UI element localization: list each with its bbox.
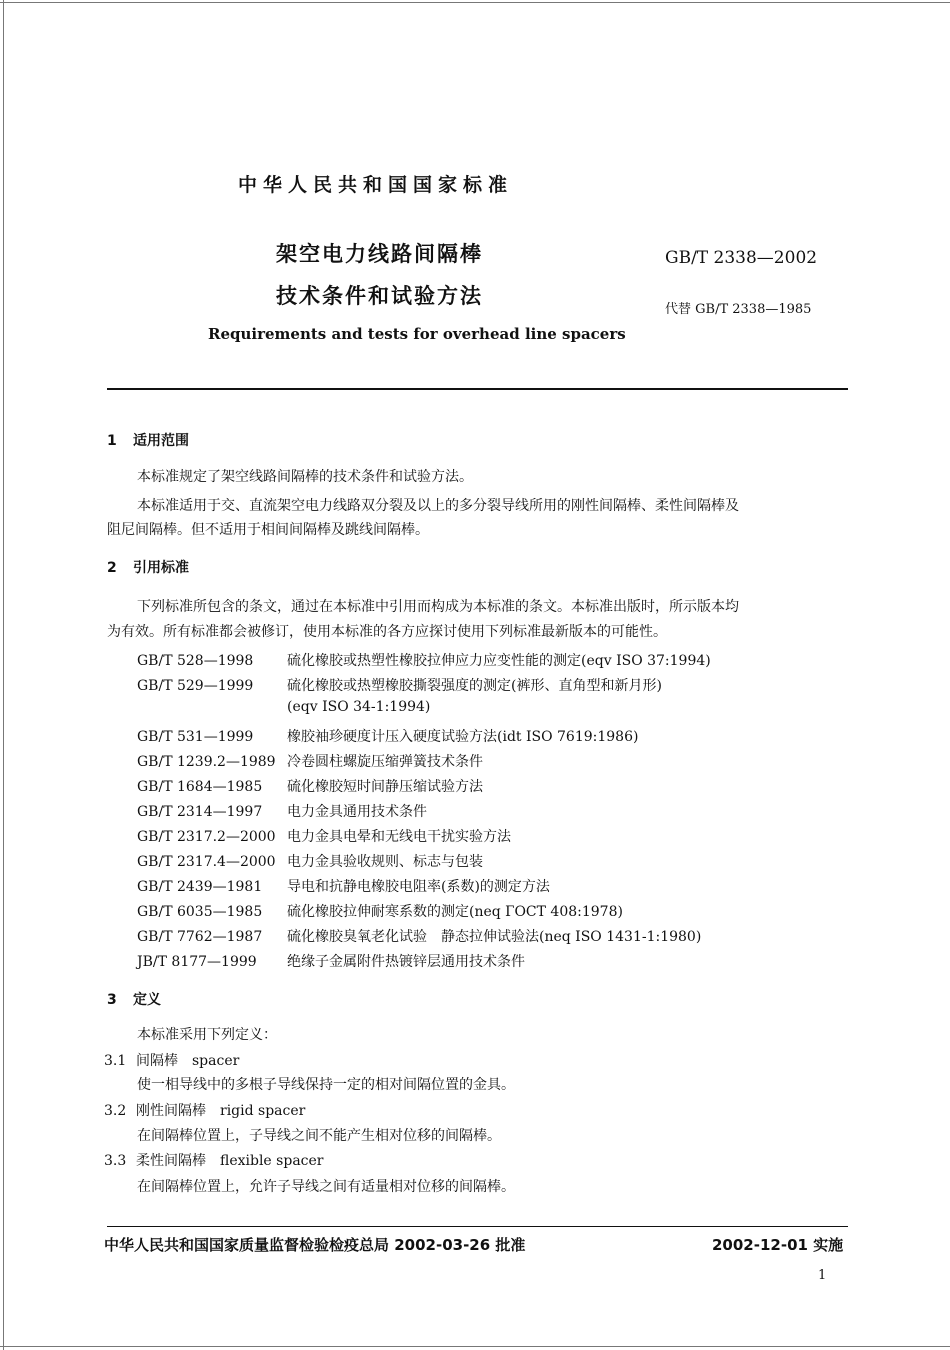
reference-code: GB/T 1684—1985 [137,779,263,795]
definition-number: 3.3 [104,1153,127,1169]
definition-text: 使一相导线中的多根子导线保持一定的相对间隔位置的金具。 [137,1077,515,1093]
chinese-title-line-2: 技术条件和试验方法 [276,284,483,308]
definition-term: 间隔棒 [136,1053,178,1069]
english-title: Requirements and tests for overhead line spacers [208,325,626,343]
reference-item [137,751,483,771]
scan-edge-bottom [0,1346,950,1347]
reference-title: 硫化橡胶拉伸耐寒系数的测定(neq ГОСТ 408:1978) [287,904,623,920]
section-2-intro-line-2: 为有效。所有标准都会被修订，使用本标准的各方应探讨使用下列标准最新版本的可能性。 [107,624,667,640]
reference-item [137,650,711,670]
section-title: 引用标准 [133,560,189,576]
chinese-title-line-1: 架空电力线路间隔棒 [276,242,483,266]
reference-title: 硫化橡胶臭氧老化试验 静态拉伸试验法(neq ISO 1431-1:1980) [287,929,702,945]
reference-item [137,901,623,921]
reference-code: GB/T 2317.4—2000 [137,854,276,870]
definition-heading [104,1050,239,1070]
reference-item [137,699,430,715]
section-title: 定义 [133,992,161,1008]
section-2-heading [107,557,189,577]
reference-code: GB/T 2317.2—2000 [137,829,276,845]
reference-item [137,675,662,695]
section-2-intro-line-1: 下列标准所包含的条文，通过在本标准中引用而构成为本标准的条文。本标准出版时，所示版本均 [137,599,739,615]
section-title: 适用范围 [133,433,189,449]
reference-title: 硫化橡胶或热塑性橡胶拉伸应力应变性能的测定(eqv ISO 37:1994) [287,653,711,669]
reference-item [137,926,701,946]
definition-term-english: spacer [192,1053,240,1069]
reference-item [137,801,427,821]
reference-title: 导电和抗静电橡胶电阻率(系数)的测定方法 [287,879,550,895]
section-number: 1 [107,433,117,449]
definition-heading [104,1150,323,1170]
reference-title: (eqv ISO 34-1:1994) [287,699,431,715]
section-number: 2 [107,560,117,576]
reference-title: 电力金具通用技术条件 [287,804,427,820]
scan-edge-top [0,2,950,3]
reference-code: GB/T 6035—1985 [137,904,263,920]
reference-item [137,951,525,971]
reference-code: GB/T 2439—1981 [137,879,263,895]
standard-number: GB/T 2338—2002 [665,248,818,268]
reference-code: GB/T 2314—1997 [137,804,263,820]
section-1-paragraph-1: 本标准规定了架空线路间隔棒的技术条件和试验方法。 [137,469,473,485]
national-standard-heading: 中华人民共和国国家标准 [238,174,514,196]
definition-text: 在间隔棒位置上，子导线之间不能产生相对位移的间隔棒。 [137,1128,501,1144]
reference-item [137,826,511,846]
scan-edge-left [3,0,4,1350]
definition-heading [104,1100,305,1120]
definition-term: 刚性间隔棒 [136,1103,206,1119]
reference-title: 冷卷圆柱螺旋压缩弹簧技术条件 [287,754,483,770]
section-1-heading [107,430,189,450]
reference-item [137,726,638,746]
reference-item [137,851,483,871]
reference-item [137,876,550,896]
definition-term-english: flexible spacer [220,1153,324,1169]
reference-item [137,776,483,796]
reference-title: 电力金具电晕和无线电干扰实验方法 [287,829,511,845]
footer-divider [107,1226,848,1227]
reference-title: 电力金具验收规则、标志与包装 [287,854,483,870]
reference-title: 硫化橡胶短时间静压缩试验方法 [287,779,483,795]
definition-term: 柔性间隔棒 [136,1153,206,1169]
reference-code: GB/T 531—1999 [137,729,254,745]
reference-title: 绝缘子金属附件热镀锌层通用技术条件 [287,954,525,970]
definition-text: 在间隔棒位置上，允许子导线之间有适量相对位移的间隔棒。 [137,1179,515,1195]
reference-code: GB/T 7762—1987 [137,929,263,945]
definition-term-english: rigid spacer [220,1103,306,1119]
header-divider [107,388,848,390]
approval-authority: 中华人民共和国国家质量监督检验检疫总局 2002-03-26 批准 [104,1236,526,1254]
reference-code: GB/T 529—1999 [137,678,254,694]
implementation-date: 2002-12-01 实施 [712,1236,844,1254]
reference-code: JB/T 8177—1999 [137,954,257,970]
section-3-intro: 本标准采用下列定义： [137,1027,277,1043]
section-1-paragraph-2-line-1: 本标准适用于交、直流架空电力线路双分裂及以上的多分裂导线所用的刚性间隔棒、柔性间隔棒及 [137,498,739,514]
page-number: 1 [818,1268,827,1283]
reference-title: 橡胶袖珍硬度计压入硬度试验方法(idt ISO 7619:1986) [287,729,639,745]
section-3-heading [107,989,161,1009]
section-number: 3 [107,992,117,1008]
definition-number: 3.2 [104,1103,127,1119]
reference-code: GB/T 1239.2—1989 [137,754,276,770]
definition-number: 3.1 [104,1053,127,1069]
replaces-standard: 代替 GB/T 2338—1985 [665,302,812,317]
section-1-paragraph-2-line-2: 阻尼间隔棒。但不适用于相间间隔棒及跳线间隔棒。 [107,522,429,538]
reference-code: GB/T 528—1998 [137,653,254,669]
reference-title: 硫化橡胶或热塑橡胶撕裂强度的测定(裤形、直角型和新月形) [287,678,662,694]
